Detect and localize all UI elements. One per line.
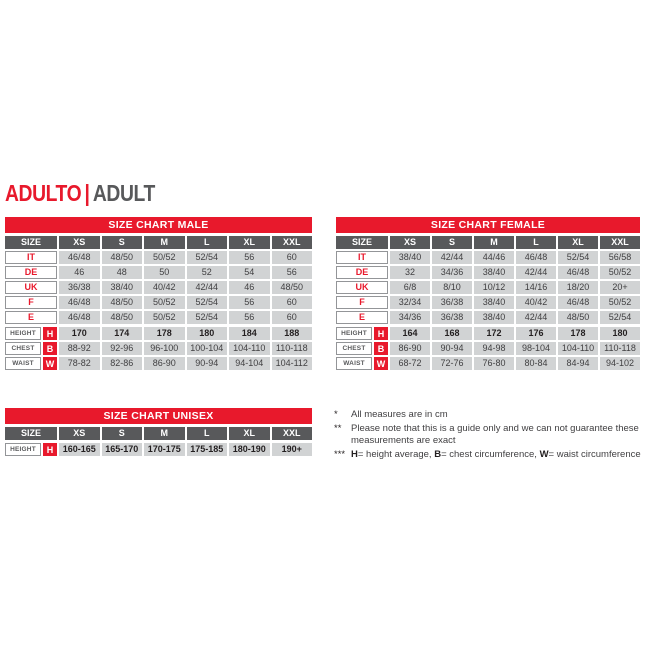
data-cell-chest-s: 92-96	[102, 342, 143, 355]
data-cell-e-m: 38/40	[474, 311, 514, 324]
data-cell-f-m: 50/52	[144, 296, 185, 309]
female-table-title: SIZE CHART FEMALE	[336, 217, 640, 233]
data-cell-f-xxl: 60	[272, 296, 313, 309]
unisex-table-grid	[5, 427, 312, 440]
footnote-3	[334, 449, 642, 462]
unisex-measure-group	[5, 443, 312, 456]
data-cell-it-m: 50/52	[144, 251, 185, 264]
data-cell-chest-xs: 88-92	[59, 342, 100, 355]
data-cell-uk-xs: 6/8	[390, 281, 430, 294]
measure-label-wrap	[336, 357, 388, 370]
footnote-segment: Please note that this is a guide only and we can not guarantee these measurements are exact	[351, 422, 639, 446]
measure-letter-badge-b: B	[374, 342, 388, 355]
data-cell-e-m: 50/52	[144, 311, 185, 324]
data-cell-de-s: 34/36	[432, 266, 472, 279]
data-cell-chest-l: 100-104	[187, 342, 228, 355]
measure-letter-badge-h: H	[43, 327, 57, 340]
data-cell-chest-m: 94-98	[474, 342, 514, 355]
data-cell-f-l: 52/54	[187, 296, 228, 309]
row-label-e: E	[336, 311, 388, 324]
footnote-text	[351, 449, 642, 462]
male-row-chest	[5, 342, 312, 355]
data-cell-height-m: 172	[474, 327, 514, 340]
measure-label-wrap	[336, 327, 388, 340]
data-cell-height-s: 165-170	[102, 443, 143, 456]
measure-label-chest: CHEST	[336, 342, 372, 355]
data-cell-it-l: 52/54	[187, 251, 228, 264]
column-header-xl: XL	[229, 427, 270, 440]
row-label-it: IT	[5, 251, 57, 264]
female-measure-group	[336, 327, 640, 370]
data-cell-uk-m: 10/12	[474, 281, 514, 294]
data-cell-uk-m: 40/42	[144, 281, 185, 294]
measure-label-wrap	[5, 357, 57, 370]
data-cell-de-xl: 46/48	[558, 266, 598, 279]
footnote-text	[351, 409, 642, 422]
female-row-e	[336, 311, 640, 324]
female-row-waist	[336, 357, 640, 370]
footnote-segment: All measures are in cm	[351, 409, 448, 420]
data-cell-uk-s: 8/10	[432, 281, 472, 294]
data-cell-height-m: 178	[144, 327, 185, 340]
male-row-de	[5, 266, 312, 279]
footnote-segment: W	[539, 448, 549, 460]
data-cell-waist-xs: 78-82	[59, 357, 100, 370]
data-cell-de-s: 48	[102, 266, 143, 279]
data-cell-it-s: 48/50	[102, 251, 143, 264]
data-cell-height-s: 168	[432, 327, 472, 340]
data-cell-f-m: 38/40	[474, 296, 514, 309]
column-header-xxl: XXL	[272, 427, 313, 440]
data-cell-de-xxl: 56	[272, 266, 313, 279]
column-header-xxl: XXL	[272, 236, 313, 249]
data-cell-de-xl: 54	[229, 266, 270, 279]
data-cell-chest-xxl: 110-118	[600, 342, 640, 355]
size-column-header: SIZE	[5, 236, 57, 249]
column-header-xs: XS	[390, 236, 430, 249]
size-column-header: SIZE	[336, 236, 388, 249]
data-cell-uk-xl: 18/20	[558, 281, 598, 294]
footnotes	[334, 409, 642, 462]
data-cell-it-xl: 52/54	[558, 251, 598, 264]
unisex-table-title: SIZE CHART UNISEX	[5, 408, 312, 424]
data-cell-f-xxl: 50/52	[600, 296, 640, 309]
data-cell-e-xxl: 52/54	[600, 311, 640, 324]
data-cell-e-xs: 46/48	[59, 311, 100, 324]
page-title-primary: ADULTO	[5, 180, 82, 206]
data-cell-height-xs: 170	[59, 327, 100, 340]
data-cell-uk-xxl: 20+	[600, 281, 640, 294]
data-cell-waist-s: 72-76	[432, 357, 472, 370]
data-cell-chest-xl: 104-110	[558, 342, 598, 355]
data-cell-uk-s: 38/40	[102, 281, 143, 294]
data-cell-height-l: 180	[187, 327, 228, 340]
measure-label-height: HEIGHT	[5, 327, 41, 340]
row-label-de: DE	[5, 266, 57, 279]
data-cell-uk-l: 42/44	[187, 281, 228, 294]
female-row-de	[336, 266, 640, 279]
data-cell-waist-xxl: 94-102	[600, 357, 640, 370]
column-header-l: L	[516, 236, 556, 249]
page-title-secondary: ADULT	[92, 180, 155, 206]
row-label-de: DE	[336, 266, 388, 279]
data-cell-de-xs: 46	[59, 266, 100, 279]
measure-label-waist: WAIST	[336, 357, 372, 370]
data-cell-height-xl: 184	[229, 327, 270, 340]
column-header-s: S	[102, 427, 143, 440]
data-cell-f-s: 36/38	[432, 296, 472, 309]
data-cell-e-xxl: 60	[272, 311, 313, 324]
data-cell-de-l: 52	[187, 266, 228, 279]
data-cell-waist-l: 90-94	[187, 357, 228, 370]
data-cell-height-m: 170-175	[144, 443, 185, 456]
data-cell-it-s: 42/44	[432, 251, 472, 264]
measure-label-chest: CHEST	[5, 342, 41, 355]
row-label-f: F	[5, 296, 57, 309]
data-cell-height-xs: 160-165	[59, 443, 100, 456]
data-cell-it-xs: 38/40	[390, 251, 430, 264]
data-cell-height-xxl: 188	[272, 327, 313, 340]
row-label-e: E	[5, 311, 57, 324]
data-cell-chest-xl: 104-110	[229, 342, 270, 355]
male-row-height	[5, 327, 312, 340]
row-label-it: IT	[336, 251, 388, 264]
data-cell-height-xs: 164	[390, 327, 430, 340]
data-cell-waist-m: 76-80	[474, 357, 514, 370]
measure-letter-badge-b: B	[43, 342, 57, 355]
unisex-row-height	[5, 443, 312, 456]
male-header-row	[5, 236, 312, 249]
row-label-uk: UK	[5, 281, 57, 294]
footnote-segment: = height average,	[357, 448, 435, 460]
data-cell-height-l: 176	[516, 327, 556, 340]
row-label-f: F	[336, 296, 388, 309]
column-header-xs: XS	[59, 236, 100, 249]
size-column-header: SIZE	[5, 427, 57, 440]
data-cell-f-l: 40/42	[516, 296, 556, 309]
footnote-segment: B	[434, 448, 442, 460]
male-table-grid	[5, 236, 312, 324]
column-header-xs: XS	[59, 427, 100, 440]
footnote-marker: *	[334, 409, 338, 420]
female-row-uk	[336, 281, 640, 294]
column-header-m: M	[144, 427, 185, 440]
male-row-waist	[5, 357, 312, 370]
data-cell-f-xl: 46/48	[558, 296, 598, 309]
data-cell-f-xs: 46/48	[59, 296, 100, 309]
data-cell-de-m: 38/40	[474, 266, 514, 279]
footnote-marker: ***	[334, 448, 346, 460]
data-cell-uk-xxl: 48/50	[272, 281, 313, 294]
footnote-segment: = chest circumference,	[441, 448, 540, 460]
measure-label-wrap	[5, 327, 57, 340]
measure-label-wrap	[5, 342, 57, 355]
data-cell-height-xxl: 180	[600, 327, 640, 340]
size-chart-female	[336, 217, 640, 370]
column-header-xl: XL	[229, 236, 270, 249]
data-cell-it-xxl: 56/58	[600, 251, 640, 264]
data-cell-de-xxl: 50/52	[600, 266, 640, 279]
column-header-m: M	[144, 236, 185, 249]
data-cell-height-xxl: 190+	[272, 443, 313, 456]
data-cell-e-l: 42/44	[516, 311, 556, 324]
footnote-1	[334, 409, 642, 422]
measure-letter-badge-h: H	[374, 327, 388, 340]
data-cell-de-xs: 32	[390, 266, 430, 279]
footnote-text	[351, 423, 642, 448]
unisex-header-row	[5, 427, 312, 440]
data-cell-e-xl: 56	[229, 311, 270, 324]
data-cell-waist-m: 86-90	[144, 357, 185, 370]
data-cell-uk-xs: 36/38	[59, 281, 100, 294]
female-row-f	[336, 296, 640, 309]
female-table-grid	[336, 236, 640, 324]
footnote-marker: **	[334, 422, 342, 434]
data-cell-e-xs: 34/36	[390, 311, 430, 324]
data-cell-it-xl: 56	[229, 251, 270, 264]
male-row-e	[5, 311, 312, 324]
data-cell-waist-xxl: 104-112	[272, 357, 313, 370]
footnote-segment: H	[351, 448, 358, 460]
data-cell-height-s: 174	[102, 327, 143, 340]
female-row-height	[336, 327, 640, 340]
column-header-l: L	[187, 236, 228, 249]
measure-label-waist: WAIST	[5, 357, 41, 370]
data-cell-chest-s: 90-94	[432, 342, 472, 355]
male-measure-group	[5, 327, 312, 370]
column-header-s: S	[102, 236, 143, 249]
data-cell-chest-m: 96-100	[144, 342, 185, 355]
data-cell-de-m: 50	[144, 266, 185, 279]
data-cell-it-m: 44/46	[474, 251, 514, 264]
page-title	[5, 180, 155, 207]
column-header-xxl: XXL	[600, 236, 640, 249]
data-cell-waist-s: 82-86	[102, 357, 143, 370]
data-cell-height-xl: 180-190	[229, 443, 270, 456]
data-cell-de-l: 42/44	[516, 266, 556, 279]
data-cell-chest-l: 98-104	[516, 342, 556, 355]
size-chart-unisex	[5, 408, 312, 456]
data-cell-e-s: 36/38	[432, 311, 472, 324]
measure-letter-badge-w: W	[43, 357, 57, 370]
footnote-segment: = waist circumference	[548, 448, 641, 460]
female-header-row	[336, 236, 640, 249]
data-cell-waist-xl: 84-94	[558, 357, 598, 370]
measure-letter-badge-h: H	[43, 443, 57, 456]
data-cell-it-l: 46/48	[516, 251, 556, 264]
column-header-l: L	[187, 427, 228, 440]
data-cell-e-s: 48/50	[102, 311, 143, 324]
data-cell-f-s: 48/50	[102, 296, 143, 309]
data-cell-it-xs: 46/48	[59, 251, 100, 264]
data-cell-height-xl: 178	[558, 327, 598, 340]
measure-label-wrap	[5, 443, 57, 456]
measure-label-height: HEIGHT	[336, 327, 372, 340]
male-row-it	[5, 251, 312, 264]
male-row-f	[5, 296, 312, 309]
measure-label-height: HEIGHT	[5, 443, 41, 456]
data-cell-it-xxl: 60	[272, 251, 313, 264]
footnote-2	[334, 423, 642, 448]
row-label-uk: UK	[336, 281, 388, 294]
measure-letter-badge-w: W	[374, 357, 388, 370]
data-cell-chest-xxl: 110-118	[272, 342, 313, 355]
column-header-s: S	[432, 236, 472, 249]
size-chart-male	[5, 217, 312, 370]
data-cell-uk-xl: 46	[229, 281, 270, 294]
male-row-uk	[5, 281, 312, 294]
measure-label-wrap	[336, 342, 388, 355]
data-cell-e-xl: 48/50	[558, 311, 598, 324]
data-cell-f-xl: 56	[229, 296, 270, 309]
data-cell-waist-xl: 94-104	[229, 357, 270, 370]
data-cell-f-xs: 32/34	[390, 296, 430, 309]
data-cell-waist-l: 80-84	[516, 357, 556, 370]
data-cell-waist-xs: 68-72	[390, 357, 430, 370]
column-header-m: M	[474, 236, 514, 249]
data-cell-height-l: 175-185	[187, 443, 228, 456]
data-cell-e-l: 52/54	[187, 311, 228, 324]
data-cell-uk-l: 14/16	[516, 281, 556, 294]
male-table-title: SIZE CHART MALE	[5, 217, 312, 233]
page-title-separator: |	[84, 180, 90, 206]
data-cell-chest-xs: 86-90	[390, 342, 430, 355]
column-header-xl: XL	[558, 236, 598, 249]
female-row-chest	[336, 342, 640, 355]
female-row-it	[336, 251, 640, 264]
